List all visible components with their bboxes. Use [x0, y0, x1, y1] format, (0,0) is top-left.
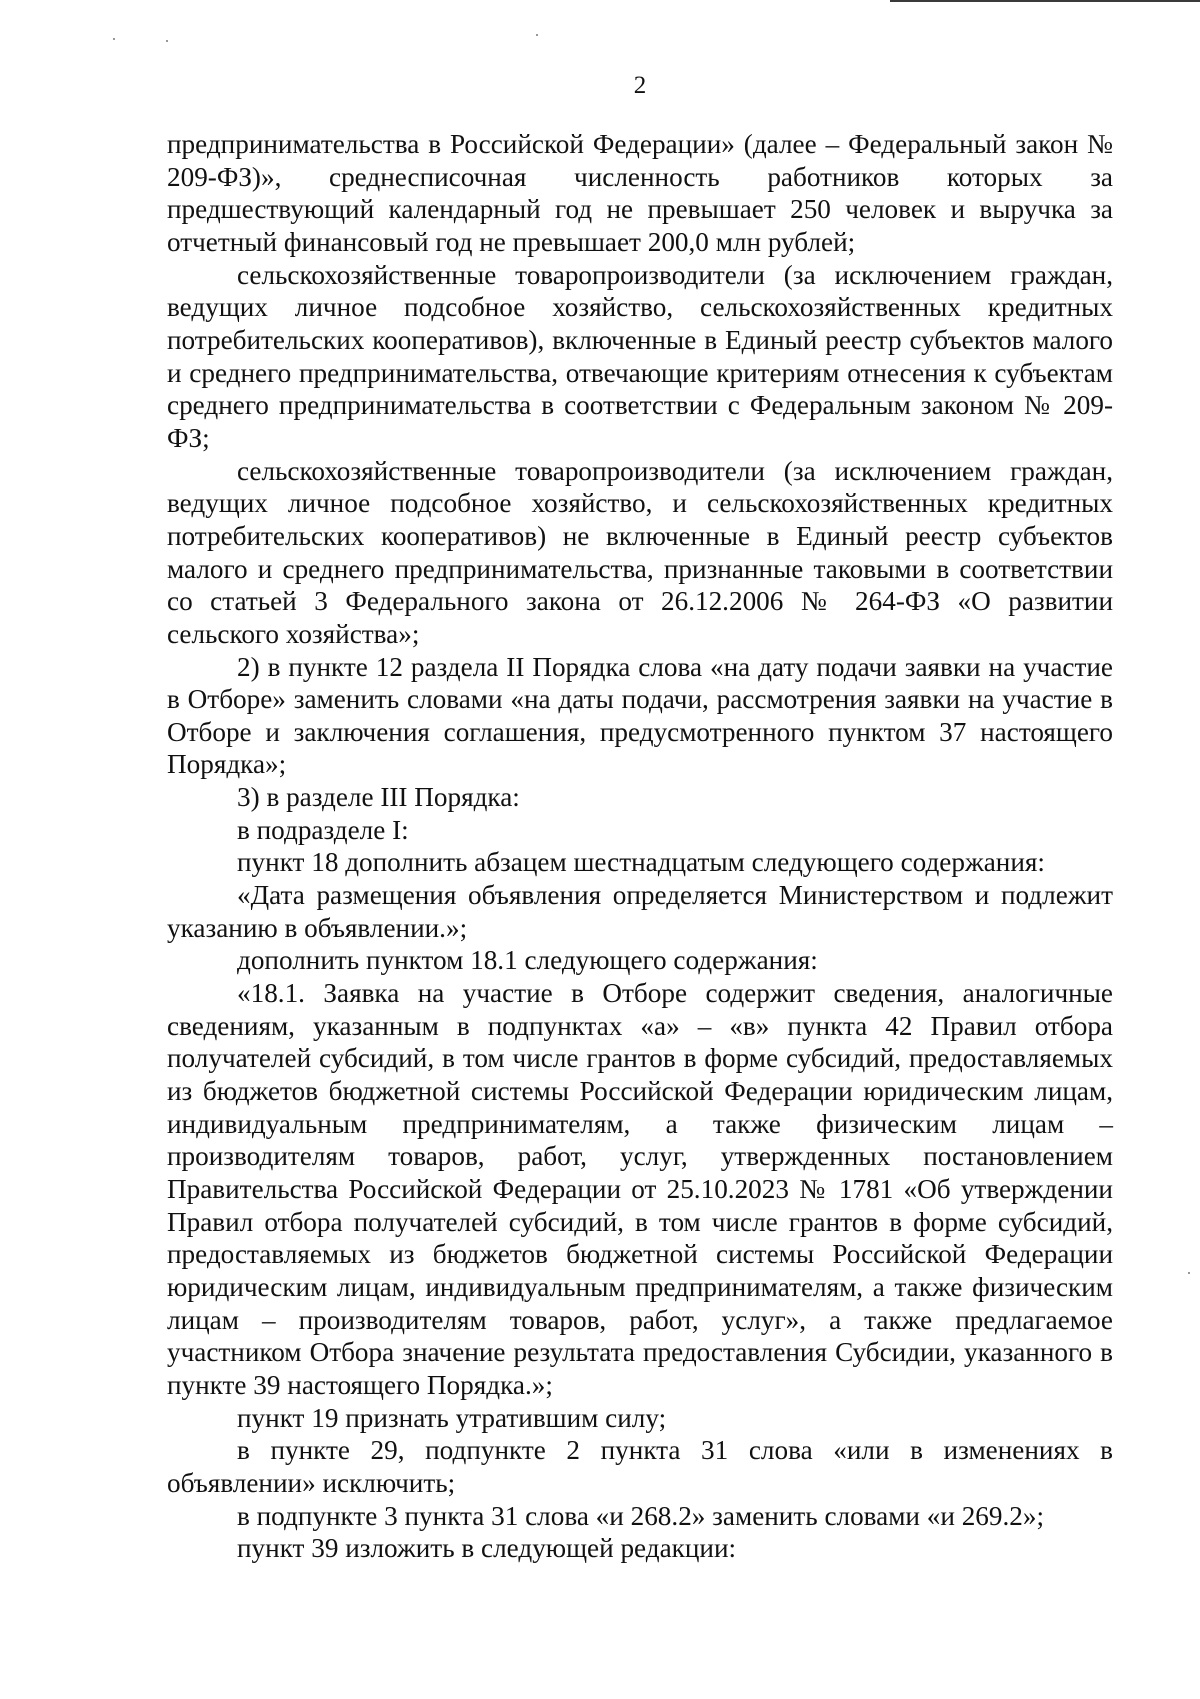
paragraph-point-18-1: «18.1. Заявка на участие в Отборе содержит сведения, аналогичные сведениям, указанным в подпунктах «а» – «в» пункта 42 Правил отбора получателей субсидий, в том числе грантов в форме субсидий, предоставляемых из бюджетов бюджетной системы Российской Федерации юридическим лицам, индивидуальным предпринимателям, а также физическим лицам – производителям товаров, работ, услуг, утвержденных постановлением Правительства Российской Федерации от 25.10.2023 № 1781 «Об утверждении Правил отбора получателей субсидий, в том числе грантов в форме субсидий, предоставляемых из бюджетов бюджетной системы Российской Федерации юридическим лицам, индивидуальным предпринимателям, а также физическим лицам – производителям товаров, работ, услуг», а также предлагаемое участником Отбора значение результата предоставления Субсидии, указанного в пункте 39 настоящего Порядка.»; — [167, 978, 1113, 1400]
paragraph-subsection-1: в подразделе I: — [237, 814, 409, 845]
scan-speck — [1188, 1272, 1190, 1274]
paragraph-point-18: пункт 18 дополнить абзацем шестнадцатым следующего содержания: — [237, 847, 1045, 878]
paragraph-item-3: 3) в разделе III Порядка: — [237, 782, 520, 813]
paragraph-point-19: пункт 19 признать утратившим силу; — [237, 1402, 667, 1433]
paragraph-continuation: предпринимательства в Российской Федерации» (далее – Федеральный закон № 209-ФЗ)», среднесписочная численность работников которых за предшествующий календарный год не превышает 250 человек и выручка за отчетный финансовый год не превышает 200,0 млн рублей; — [167, 129, 1113, 257]
paragraph-agri-producers-unregistered: сельскохозяйственные товаропроизводители (за исключением граждан, ведущих личное подсобное хозяйство, и сельскохозяйственных кредитных потребительских кооперативов) не включенные в Единый реестр субъектов малого и среднего предпринимательства, признанные таковыми в соответствии со статьей 3 Федерального закона от 26.12.2006 № 264-ФЗ «О развитии сельского хозяйства»; — [167, 455, 1113, 649]
scan-speck — [536, 34, 538, 36]
scan-speck — [166, 40, 168, 42]
scan-speck — [113, 38, 115, 40]
paragraph-point-39: пункт 39 изложить в следующей редакции: — [237, 1533, 737, 1564]
paragraph-agri-producers-registered: сельскохозяйственные товаропроизводители (за исключением граждан, ведущих личное подсобное хозяйство, сельскохозяйственных кредитных потребительских кооперативов), включенные в Единый реестр субъектов малого и среднего предпринимательства, отвечающие критериям отнесения к субъектам среднего предпринимательства в соответствии с Федеральным законом № 209-ФЗ; — [167, 259, 1113, 453]
paragraph-point-29: в пункте 29, подпункте 2 пункта 31 слова «или в изменениях в объявлении» исключить; — [167, 1435, 1113, 1498]
scan-edge-line — [890, 0, 1200, 2]
document-body — [167, 128, 1113, 1565]
paragraph-announcement-date: «Дата размещения объявления определяется Министерством и подлежит указанию в объявлении.»; — [167, 880, 1113, 943]
paragraph-point-31: в подпункте 3 пункта 31 слова «и 268.2» заменить словами «и 269.2»; — [237, 1500, 1045, 1531]
page-number: 2 — [633, 72, 647, 99]
paragraph-item-2: 2) в пункте 12 раздела II Порядка слова «на дату подачи заявки на участие в Отборе» заменить словами «на даты подачи, рассмотрения заявки на участие в Отборе и заключения соглашения, предусмотренного пунктом 37 настоящего Порядка»; — [167, 651, 1113, 780]
paragraph-add-point-18-1: дополнить пунктом 18.1 следующего содержания: — [237, 945, 818, 976]
